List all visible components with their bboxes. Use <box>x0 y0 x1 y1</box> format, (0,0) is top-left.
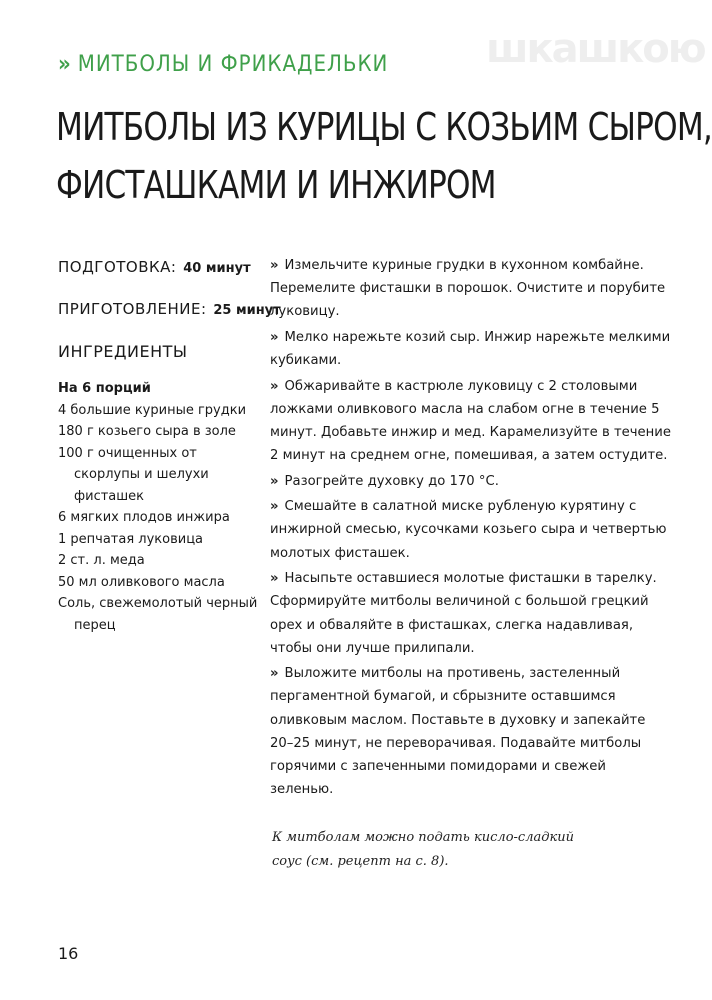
cook-time <box>58 300 281 318</box>
step-arrow-icon: » <box>270 329 279 345</box>
step-arrow-icon: » <box>270 473 279 489</box>
page-number: 16 <box>58 944 79 963</box>
ingredients-heading: ИНГРЕДИЕНТЫ <box>58 342 188 361</box>
section-label: МИТБОЛЫ И ФРИКАДЕЛЬКИ <box>77 52 389 77</box>
step-text: Насыпьте оставшиеся молотые фисташки в тарелку. Сформируйте митболы величиной с большой грецкий орех и обваляйте в фисташках, слегка надавливая, чтобы они лучше прилипали. <box>270 571 657 656</box>
ingredient-item: 4 большие куриные грудки <box>58 402 247 418</box>
step-item <box>270 495 672 565</box>
ingredient-item: 100 г очищенных от скорлупы и шелухи фисташек <box>58 445 209 504</box>
ingredient-item: Соль, свежемолотый черный перец <box>58 596 258 633</box>
ingredient-item: 2 ст. л. меда <box>58 553 145 568</box>
step-item <box>270 662 672 801</box>
recipe-title <box>56 98 712 214</box>
prep-time-value: 40 минут <box>183 261 251 276</box>
step-item <box>270 375 672 468</box>
ingredient-item: 180 г козьего сыра в золе <box>58 424 236 439</box>
ingredients-list <box>58 378 258 636</box>
watermark-text: шкашкою <box>486 26 705 66</box>
step-arrow-icon: » <box>270 258 279 273</box>
step-arrow-icon: » <box>270 499 279 515</box>
step-text: Смешайте в салатной миске рубленую курятину с инжирной смесью, кусочками козьего сыра и четвертью молотых фисташек. <box>270 499 667 561</box>
step-text: Выложите митболы на противень, застеленный пергаментной бумагой, и сбрызните оставшимся оливковым маслом. Поставьте в духовку и запекайте 20–25 минут, не переворачивая. Подавайте митболы горячими с запеченными помидорами и свежей зеленью. <box>270 666 646 798</box>
ingredient-item: 1 репчатая луковица <box>58 531 204 547</box>
ingredient-item: 6 мягких плодов инжира <box>58 510 230 525</box>
step-text: Разогрейте духовку до 170 °С. <box>284 473 499 489</box>
step-item <box>270 326 672 372</box>
serving-note: К митболам можно подать кисло-сладкий соус (см. рецепт на с. 8). <box>272 830 574 869</box>
step-arrow-icon: » <box>270 378 279 394</box>
recipe-title-line-1: МИТБОЛЫ ИЗ КУРИЦЫ С КОЗЬИМ СЫРОМ, <box>56 105 712 149</box>
step-item <box>270 567 672 660</box>
step-arrow-icon: » <box>270 571 279 587</box>
cook-time-value: 25 минут <box>213 303 281 318</box>
prep-time-label: ПОДГОТОВКА: <box>58 258 177 276</box>
step-text: Обжаривайте в кастрюле луковицу с 2 столовыми ложками оливкового масла на слабом огне в течение 5 минут. Добавьте инжир и мед. Карамелизуйте в течение 2 минут на среднем огне, помешивая, а затем остудите. <box>270 378 671 464</box>
ingredient-item: 50 мл оливкового масла <box>58 574 225 590</box>
portions: На 6 порций <box>58 381 151 396</box>
step-item <box>270 254 672 324</box>
steps-list <box>270 254 672 804</box>
recipe-title-line-2: ФИСТАШКАМИ И ИНЖИРОМ <box>56 163 496 207</box>
step-arrow-icon: » <box>270 666 279 682</box>
cook-time-label: ПРИГОТОВЛЕНИЕ: <box>58 300 207 318</box>
section-header <box>58 52 388 77</box>
prep-time <box>58 258 251 276</box>
step-text: Мелко нарежьте козий сыр. Инжир нарежьте мелкими кубиками. <box>270 329 671 369</box>
step-item <box>270 470 672 493</box>
chevron-icon: » <box>58 52 72 77</box>
step-text: Измельчите куриные грудки в кухонном комбайне. Перемелите фисташки в порошок. Очистите и порубите луковицу. <box>270 258 666 320</box>
